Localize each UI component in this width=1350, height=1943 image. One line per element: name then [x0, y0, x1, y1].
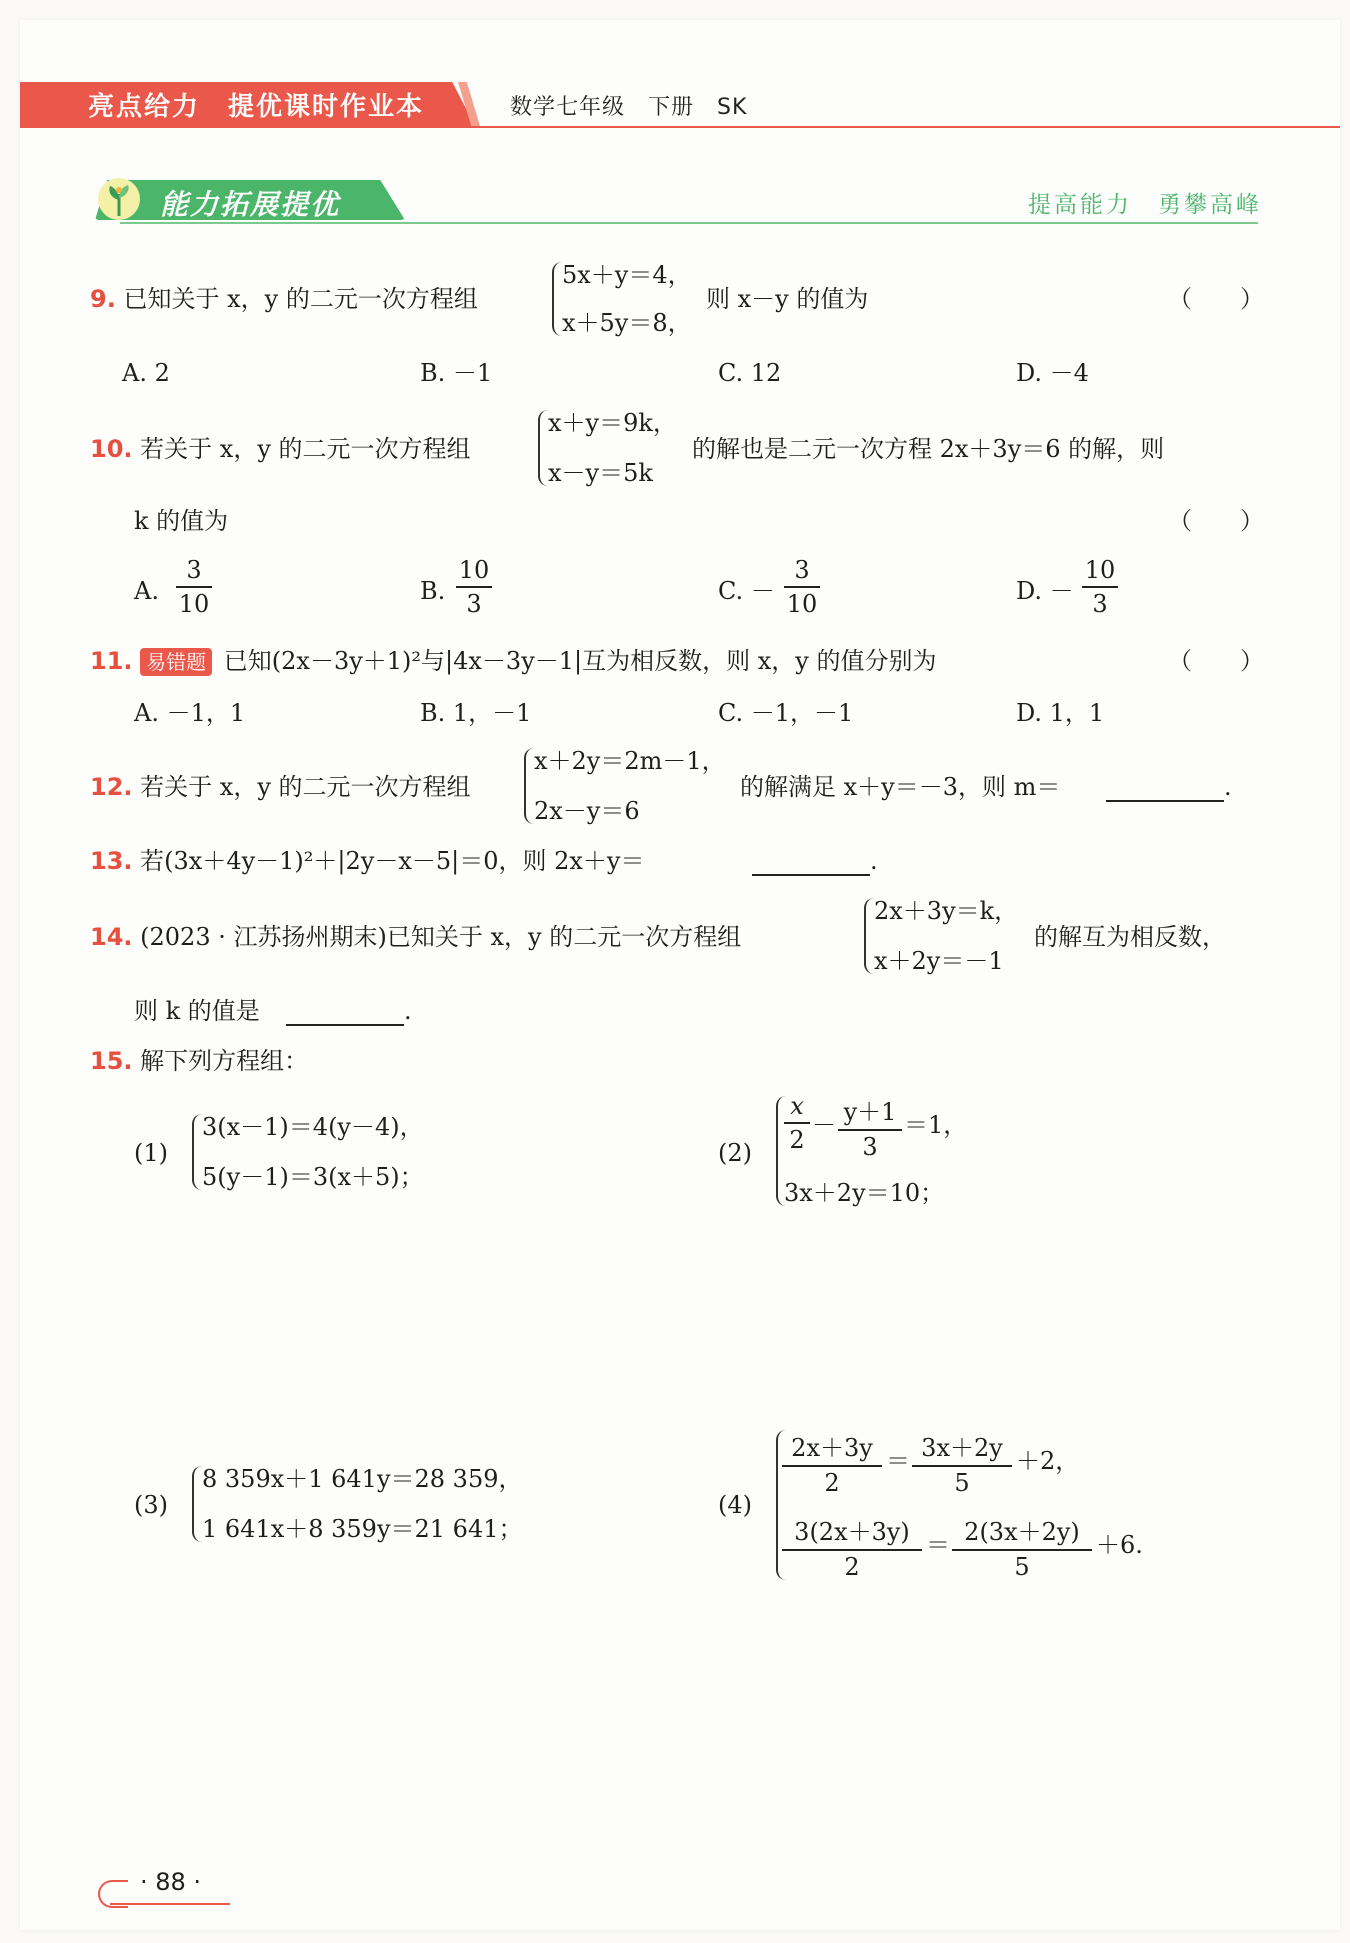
q13-answer-line[interactable]: . [752, 846, 878, 876]
part-1-label: (1) [134, 1139, 168, 1167]
part-4-tail-2: ＋6. [1096, 1531, 1143, 1559]
denominator: 10 [786, 590, 818, 618]
brace [538, 410, 548, 486]
q12-answer-line[interactable]: . [1106, 772, 1232, 802]
q9-eq1: 5x＋y＝4， [562, 261, 692, 289]
question-number: 10. [90, 435, 133, 463]
series-title: 亮点给力 提优课时作业本 [88, 92, 425, 122]
q10-text-b: 的解也是二元一次方程 2x＋3y＝6 的解，则 [692, 435, 1165, 463]
part-2-fraction-2: y＋1 3 [838, 1092, 902, 1161]
subject-info: 数学七年级 下册 SK [510, 95, 748, 120]
brace [552, 262, 562, 336]
q12-eq1: x＋2y＝2m－1， [534, 747, 726, 775]
part-2-eq2: 3x＋2y＝10； [784, 1179, 945, 1207]
q12-text-b: 的解满足 x＋y＝－3，则 m＝ [740, 773, 1061, 801]
q12-stem [90, 772, 471, 802]
option-c: C. －1，－1 [718, 699, 854, 727]
q14-text-a: (2023 · 江苏扬州期末)已知关于 x，y 的二元一次方程组 [140, 923, 742, 951]
option-a-fraction [176, 556, 212, 618]
question-number: 12. [90, 773, 133, 801]
option-d-fraction [1082, 556, 1118, 618]
part-4-fraction-c: 3(2x＋3y) 2 [782, 1512, 922, 1581]
option-c: C. 12 [718, 359, 782, 387]
numerator: 3 [186, 556, 202, 584]
numerator: 10 [1084, 556, 1116, 584]
question-number: 9. [90, 285, 116, 313]
part-4-tail-1: ＋2， [1016, 1447, 1080, 1475]
q11-stem [90, 646, 936, 676]
part-2-minus: － [812, 1111, 836, 1139]
question-number: 11. [90, 647, 133, 675]
section-rule [120, 222, 1258, 224]
q14-text-b: 的解互为相反数， [1034, 923, 1226, 951]
section-title: 能力拓展提优 [160, 188, 341, 221]
q14-eq2: x＋2y＝－1 [874, 947, 1004, 975]
q9-text-b: 则 x－y 的值为 [706, 285, 869, 313]
option-b-label: B. [420, 577, 446, 605]
part-4-equals-2: ＝ [926, 1531, 950, 1559]
denominator: 3 [1092, 590, 1108, 618]
answer-paren: （ ） [1168, 507, 1264, 535]
option-d: D. －4 [1016, 359, 1089, 387]
brace [864, 898, 874, 974]
part-3-eq2: 1 641x＋8 359y＝21 641； [202, 1515, 523, 1543]
brace [524, 748, 534, 824]
q14-stem [90, 922, 741, 952]
answer-paren: （ ） [1168, 285, 1264, 313]
page-number: · 88 · [140, 1868, 202, 1896]
option-d-label: D. － [1016, 577, 1074, 605]
q10-text-c: k 的值为 [134, 507, 229, 535]
q14-text-c: 则 k 的值是 [134, 997, 260, 1025]
q9-stem [90, 284, 478, 314]
part-4-fraction-a: 2x＋3y 2 [782, 1428, 882, 1497]
error-prone-tag: 易错题 [140, 648, 212, 676]
question-number: 13. [90, 847, 133, 875]
q15-text: 解下列方程组： [140, 1047, 309, 1075]
part-4-fraction-d: 2(3x＋2y) 5 [952, 1512, 1092, 1581]
option-b: B. 1，－1 [420, 699, 532, 727]
option-b: B. －1 [420, 359, 493, 387]
denominator: 3 [466, 590, 482, 618]
part-3-label: (3) [134, 1491, 168, 1519]
part-2-label: (2) [718, 1139, 752, 1167]
q14-answer-line[interactable]: . [286, 996, 412, 1026]
q15-stem [90, 1046, 308, 1076]
brace [192, 1114, 202, 1190]
q9-eq2: x＋5y＝8， [562, 309, 692, 337]
question-number: 14. [90, 923, 133, 951]
option-a-label: A. [134, 577, 159, 605]
part-2-rhs: ＝1， [904, 1111, 968, 1139]
part-4-equals-1: ＝ [886, 1447, 910, 1475]
q9-text-a: 已知关于 x，y 的二元一次方程组 [123, 285, 478, 313]
option-c-label: C. － [718, 577, 775, 605]
option-d: D. 1，1 [1016, 699, 1105, 727]
numerator: 10 [458, 556, 490, 584]
answer-paren: （ ） [1168, 647, 1264, 675]
numerator: 3 [794, 556, 810, 584]
denominator: 10 [178, 590, 210, 618]
q11-text: 已知(2x－3y＋1)²与|4x－3y－1|互为相反数，则 x，y 的值分别为 [223, 647, 937, 675]
section-motto: 提高能力 勇攀高峰 [1028, 192, 1262, 218]
q12-text-a: 若关于 x，y 的二元一次方程组 [140, 773, 471, 801]
part-3-eq1: 8 359x＋1 641y＝28 359， [202, 1465, 523, 1493]
q10-eq2: x－y＝5k [548, 459, 653, 487]
footer-rule [110, 1903, 230, 1905]
sprout-icon [96, 176, 142, 222]
part-1-eq1: 3(x－1)＝4(y－4)， [202, 1113, 424, 1141]
brace [192, 1466, 202, 1542]
q14-eq1: 2x＋3y＝k， [874, 897, 1019, 925]
option-a: A. 2 [122, 359, 170, 387]
part-1-eq2: 5(y－1)＝3(x＋5)； [202, 1163, 424, 1191]
q10-eq1: x＋y＝9k， [548, 409, 677, 437]
option-b-fraction [456, 556, 492, 618]
part-4-label: (4) [718, 1491, 752, 1519]
q12-eq2: 2x－y＝6 [534, 797, 640, 825]
q13-text: 若(3x＋4y－1)²＋|2y－x－5|＝0，则 2x＋y＝ [140, 847, 645, 875]
option-a: A. －1，1 [134, 699, 246, 727]
option-c-fraction [784, 556, 820, 618]
header-rule [20, 126, 1340, 128]
q13-stem [90, 846, 644, 876]
part-2-fraction-1: x 2 [784, 1092, 810, 1154]
q10-stem [90, 434, 471, 464]
part-4-fraction-b: 3x＋2y 5 [912, 1428, 1012, 1497]
q10-text-a: 若关于 x，y 的二元一次方程组 [140, 435, 471, 463]
question-number: 15. [90, 1047, 133, 1075]
